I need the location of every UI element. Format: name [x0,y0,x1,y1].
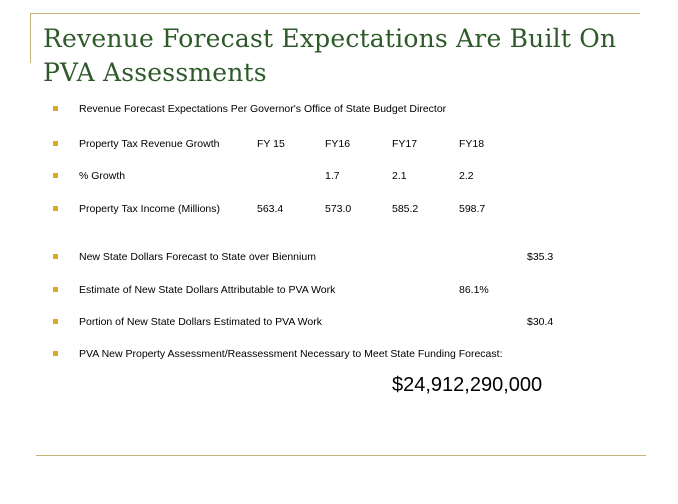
bullet-icon [53,351,58,356]
row-value: 86.1% [459,284,489,296]
row-label: Property Tax Revenue Growth [79,138,220,150]
list-item [0,168,678,184]
bullet-icon [53,319,58,324]
row-value: $35.3 [527,251,554,263]
column-header-fy18: FY18 [459,138,485,150]
bullet-icon [53,287,58,292]
top-rule [30,13,640,14]
bullet-icon [53,173,58,178]
income-fy17: 585.2 [392,203,419,215]
row-label: PVA New Property Assessment/Reassessment Necessary to Meet State Funding Forecast: [79,348,503,360]
list-item [0,314,678,330]
row-label: Estimate of New State Dollars Attributable to PVA Work [79,284,336,296]
list-item [0,101,678,117]
row-label: % Growth [79,170,126,182]
column-header-fy16: FY16 [325,138,351,150]
slide-title: Revenue Forecast Expectations Are Built On PVA Assessments [43,24,617,87]
bullet-icon [53,141,58,146]
growth-fy18: 2.2 [459,170,474,182]
list-item [0,282,678,298]
total-assessment-value: $24,912,290,000 [392,374,543,396]
row-label: New State Dollars Forecast to State over Biennium [79,251,316,263]
growth-fy16: 1.7 [325,170,340,182]
row-label: Portion of New State Dollars Estimated to PVA Work [79,316,322,328]
row-label: Revenue Forecast Expectations Per Governor's Office of State Budget Director [79,103,447,115]
bottom-rule [36,455,646,456]
list-item [0,201,678,217]
column-header-fy17: FY17 [392,138,418,150]
row-value: $30.4 [527,316,554,328]
income-fy16: 573.0 [325,203,352,215]
list-item [0,346,678,362]
income-fy18: 598.7 [459,203,486,215]
row-label: Property Tax Income (Millions) [79,203,221,215]
bullet-icon [53,206,58,211]
bullet-icon [53,254,58,259]
list-item [0,136,678,152]
income-fy15: 563.4 [257,203,284,215]
side-rule [30,13,31,63]
bullet-icon [53,106,58,111]
growth-fy17: 2.1 [392,170,407,182]
list-item [0,249,678,265]
column-header-fy15: FY 15 [257,138,285,150]
